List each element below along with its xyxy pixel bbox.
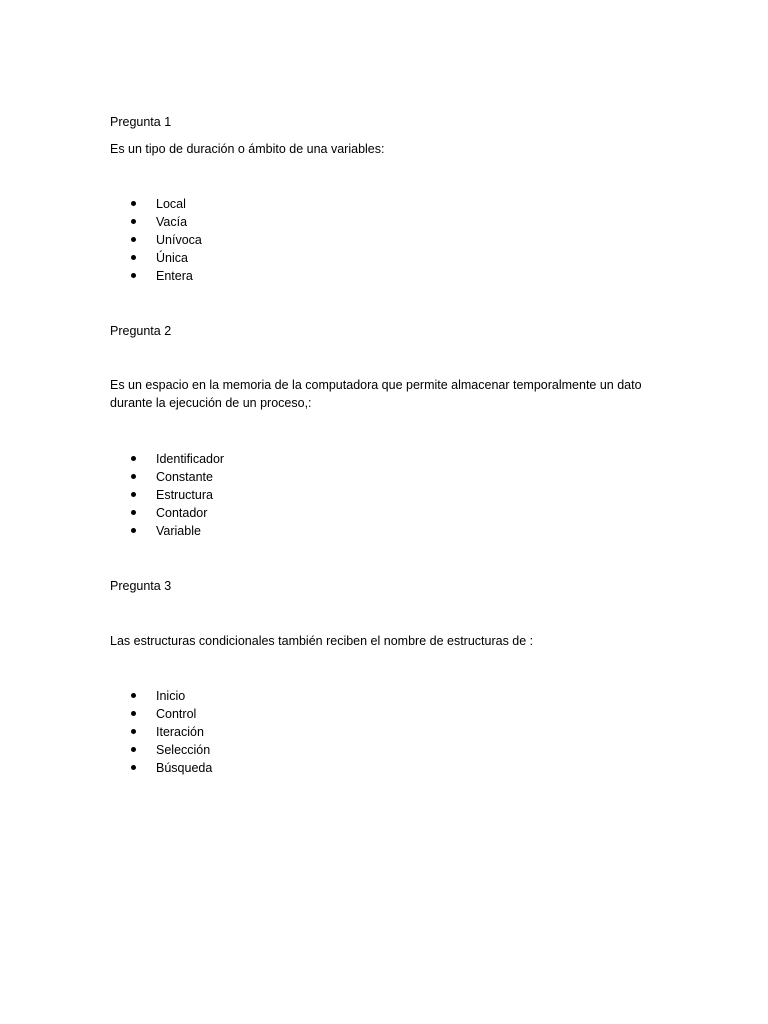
list-item: Búsqueda [130, 759, 212, 777]
list-item: Local [130, 195, 202, 213]
list-item: Constante [130, 468, 224, 486]
list-item: Selección [130, 741, 212, 759]
bullet-icon [131, 237, 136, 242]
bullet-icon [131, 693, 136, 698]
question-1-prompt: Es un tipo de duración o ámbito de una variables: [110, 142, 385, 156]
question-2-prompt: Es un espacio en la memoria de la computadora que permite almacenar temporalmente un dato durante la ejecución de un proceso,: [110, 378, 642, 410]
bullet-icon [131, 729, 136, 734]
question-3-options [130, 687, 212, 777]
bullet-icon [131, 711, 136, 716]
list-item: Contador [130, 504, 224, 522]
question-3-prompt: Las estructuras condicionales también reciben el nombre de estructuras de : [110, 634, 534, 648]
question-2-title: Pregunta 2 [110, 324, 172, 338]
list-item: Vacía [130, 213, 202, 231]
bullet-icon [131, 492, 136, 497]
bullet-icon [131, 528, 136, 533]
bullet-icon [131, 201, 136, 206]
question-1-options [130, 195, 202, 285]
bullet-icon [131, 474, 136, 479]
bullet-icon [131, 747, 136, 752]
bullet-icon [131, 219, 136, 224]
list-item: Estructura [130, 486, 224, 504]
list-item: Iteración [130, 723, 212, 741]
question-2-options [130, 450, 224, 540]
list-item: Identificador [130, 450, 224, 468]
question-3-title: Pregunta 3 [110, 579, 172, 593]
bullet-icon [131, 510, 136, 515]
question-1-title: Pregunta 1 [110, 115, 172, 129]
list-item: Única [130, 249, 202, 267]
list-item: Control [130, 705, 212, 723]
list-item: Entera [130, 267, 202, 285]
list-item: Inicio [130, 687, 212, 705]
list-item: Variable [130, 522, 224, 540]
bullet-icon [131, 456, 136, 461]
bullet-icon [131, 765, 136, 770]
bullet-icon [131, 273, 136, 278]
bullet-icon [131, 255, 136, 260]
list-item: Unívoca [130, 231, 202, 249]
